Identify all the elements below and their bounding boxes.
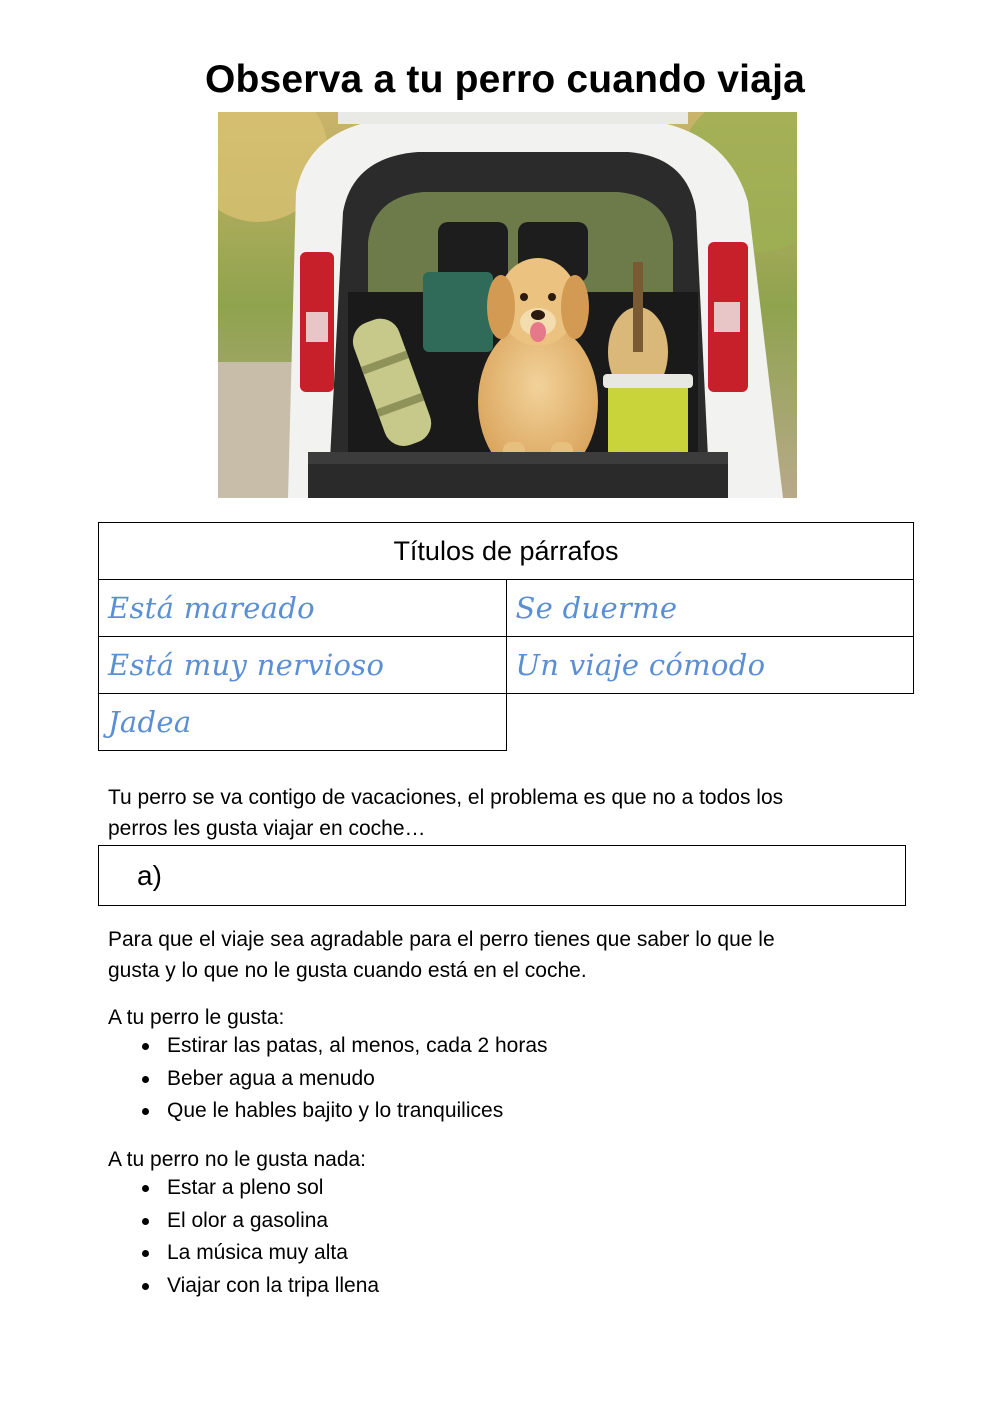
intro-line: perros les gusta viajar en coche… bbox=[108, 817, 426, 840]
intro-paragraph bbox=[108, 782, 908, 844]
table-cell-empty bbox=[506, 694, 914, 751]
table-cell[interactable]: Jadea bbox=[99, 694, 507, 751]
likes-heading: A tu perro le gusta: bbox=[108, 1006, 285, 1029]
intro-line: Tu perro se va contigo de vacaciones, el problema es que no a todos los bbox=[108, 786, 784, 809]
paragraph-line: Para que el viaje sea agradable para el perro tienes que saber lo que le bbox=[108, 928, 775, 951]
list-item: Beber agua a menudo bbox=[108, 1063, 548, 1096]
answer-label: a) bbox=[137, 860, 162, 891]
paragraph-titles-table bbox=[98, 522, 914, 751]
dislikes-list bbox=[108, 1172, 379, 1302]
likes-list bbox=[108, 1030, 548, 1128]
answer-drop-zone[interactable] bbox=[98, 845, 906, 906]
table-cell[interactable]: Se duerme bbox=[506, 580, 914, 637]
list-item: El olor a gasolina bbox=[108, 1205, 379, 1238]
table-header: Títulos de párrafos bbox=[99, 523, 914, 580]
list-item: Que le hables bajito y lo tranquilices bbox=[108, 1095, 548, 1128]
dislikes-heading: A tu perro no le gusta nada: bbox=[108, 1148, 367, 1171]
table-cell[interactable]: Un viaje cómodo bbox=[506, 637, 914, 694]
second-paragraph bbox=[108, 924, 908, 986]
list-item: Viajar con la tripa llena bbox=[108, 1270, 379, 1303]
table-cell[interactable]: Está muy nervioso bbox=[99, 637, 507, 694]
dog-in-car-photo bbox=[218, 112, 797, 498]
list-item: Estirar las patas, al menos, cada 2 horas bbox=[108, 1030, 548, 1063]
paragraph-line: gusta y lo que no le gusta cuando está en el coche. bbox=[108, 959, 587, 982]
page-title: Observa a tu perro cuando viaja bbox=[204, 58, 806, 101]
list-item: La música muy alta bbox=[108, 1237, 379, 1270]
table-cell[interactable]: Está mareado bbox=[99, 580, 507, 637]
list-item: Estar a pleno sol bbox=[108, 1172, 379, 1205]
